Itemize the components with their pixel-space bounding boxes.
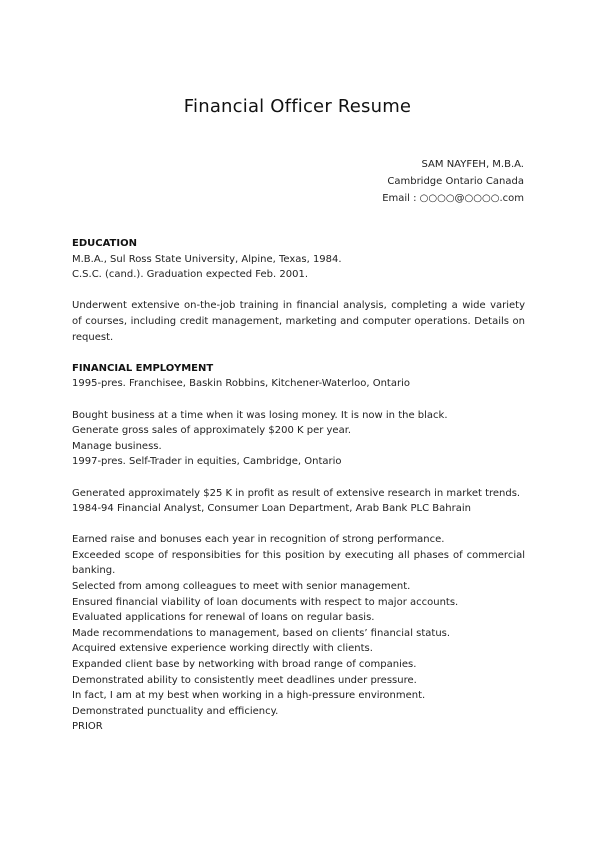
job-title-line: 1995-pres. Franchisee, Baskin Robbins, Kitchener-Waterloo, Ontario (72, 378, 410, 390)
contact-location: Cambridge Ontario Canada (387, 176, 524, 187)
spacer (72, 392, 525, 408)
job-title-line: 1997-pres. Self-Trader in equities, Cambridge, Ontario (72, 456, 342, 468)
employment-line: Generate gross sales of approximately $200 K per year. (72, 425, 352, 437)
employment-line: Evaluated applications for renewal of loans on regular basis. (72, 612, 375, 624)
spacer (72, 517, 525, 533)
contact-block (382, 156, 524, 207)
employment-line: Earned raise and bonuses each year in recognition of strong performance. (72, 534, 445, 546)
employment-line: Demonstrated ability to consistently meet deadlines under pressure. (72, 674, 417, 686)
employment-line: Expanded client base by networking with broad range of companies. (72, 659, 417, 671)
job-title-line: 1984-94 Financial Analyst, Consumer Loan Department, Arab Bank PLC Bahrain (72, 503, 471, 515)
education-line: C.S.C. (cand.). Graduation expected Feb. 2001. (72, 269, 308, 281)
education-paragraph: Underwent extensive on-the-job training in financial analysis, completing a wide variety of courses, including credit management, marketing and computer operations. Details on request. (72, 300, 525, 343)
section-label-prior: PRIOR (72, 721, 103, 733)
employment-line: Generated approximately $25 K in profit as result of extensive research in market trends. (72, 487, 521, 499)
contact-email: Email : ○○○○@○○○○.com (382, 193, 524, 204)
spacer (72, 283, 525, 299)
employment-line: Acquired extensive experience working directly with clients. (72, 643, 373, 655)
employment-line: Manage business. (72, 440, 162, 452)
employment-heading: FINANCIAL EMPLOYMENT (72, 362, 214, 374)
employment-line: In fact, I am at my best when working in a high-pressure environment. (72, 690, 426, 702)
document-title: Financial Officer Resume (183, 96, 412, 117)
resume-body (72, 236, 525, 735)
education-heading: EDUCATION (72, 238, 137, 249)
employment-line: Selected from among colleagues to meet with senior management. (72, 581, 411, 593)
spacer (72, 470, 525, 486)
spacer (72, 345, 525, 361)
employment-line: Ensured financial viability of loan documents with respect to major accounts. (72, 596, 459, 608)
employment-line: Demonstrated punctuality and efficiency. (72, 705, 279, 717)
employment-paragraph: Exceeded scope of responsibities for this position by executing all phases of commercial banking. (72, 549, 525, 577)
education-line: M.B.A., Sul Ross State University, Alpine, Texas, 1984. (72, 253, 342, 265)
employment-line: Bought business at a time when it was losing money. It is now in the black. (72, 409, 448, 421)
contact-name: SAM NAYFEH, M.B.A. (421, 159, 524, 170)
employment-line: Made recommendations to management, based on clients’ financial status. (72, 627, 451, 639)
